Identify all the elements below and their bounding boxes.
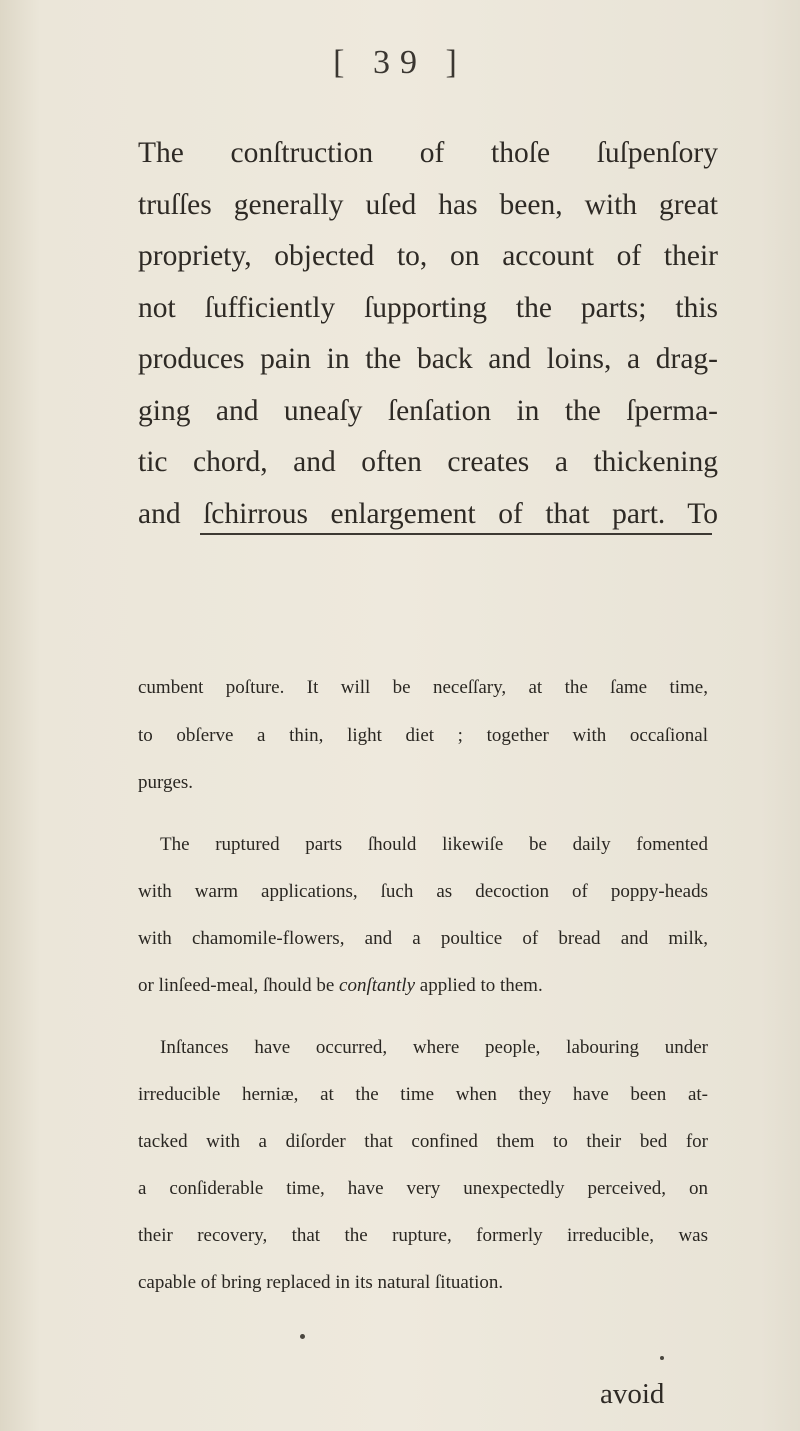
footnote-line-7-end: applied to them.	[419, 975, 543, 996]
page-number: [ 39 ]	[333, 44, 467, 81]
ink-speck	[300, 1334, 305, 1339]
body-line-5: produces pain in the back and loins, a drag-	[138, 343, 718, 375]
body-line-6: ging and uneaſy ſenſation in the ſperma-	[138, 394, 718, 427]
body-line-4: not ſufficiently ſupporting the parts; this	[138, 291, 718, 324]
footnote-line-3: purges.	[138, 772, 194, 793]
body-line-2: truſſes generally uſed has been, with great	[138, 188, 718, 221]
catchword: avoid	[600, 1378, 665, 1410]
footnote-line-7	[138, 975, 708, 997]
footnote-line-12: their recovery, that the rupture, formerly irreducible, was	[138, 1225, 708, 1246]
footnote-line-11: a conſiderable time, have very unexpectedly perceived, on	[138, 1178, 708, 1199]
footnote-line-1: cumbent poſture. It will be neceſſary, at the ſame time,	[138, 677, 708, 698]
footnote-divider	[200, 533, 712, 535]
footnote-line-5: with warm applications, ſuch as decoction of poppy-heads	[138, 881, 708, 902]
body-line-7: tic chord, and often creates a thickening	[138, 446, 718, 478]
body-line-8: and ſchirrous enlargement of that part. To	[138, 497, 718, 530]
footnote-italic-word: conſtantly	[339, 975, 416, 996]
main-body-text	[138, 128, 718, 540]
footnote-line-2: to obſerve a thin, light diet ; together with occaſional	[138, 725, 708, 746]
body-line-1: The conſtruction of thoſe ſuſpenſory	[138, 137, 718, 169]
footnote-line-8: Inſtances have occurred, where people, labouring under	[160, 1037, 708, 1058]
footnote-line-6: with chamomile-flowers, and a poultice of bread and milk,	[138, 928, 708, 949]
footnote-line-13: capable of bring replaced in its natural ſituation.	[138, 1272, 504, 1293]
footnote-line-9: irreducible herniæ, at the time when they have been at-	[138, 1084, 708, 1105]
ink-speck	[660, 1356, 664, 1360]
body-line-3: propriety, objected to, on account of their	[138, 240, 718, 272]
footnote-line-4: The ruptured parts ſhould likewiſe be daily fomented	[160, 834, 708, 855]
footnote-line-7-start: or linſeed-meal, ſhould be	[138, 975, 335, 996]
footnote-line-10: tacked with a diſorder that confined them to their bed for	[138, 1131, 708, 1152]
